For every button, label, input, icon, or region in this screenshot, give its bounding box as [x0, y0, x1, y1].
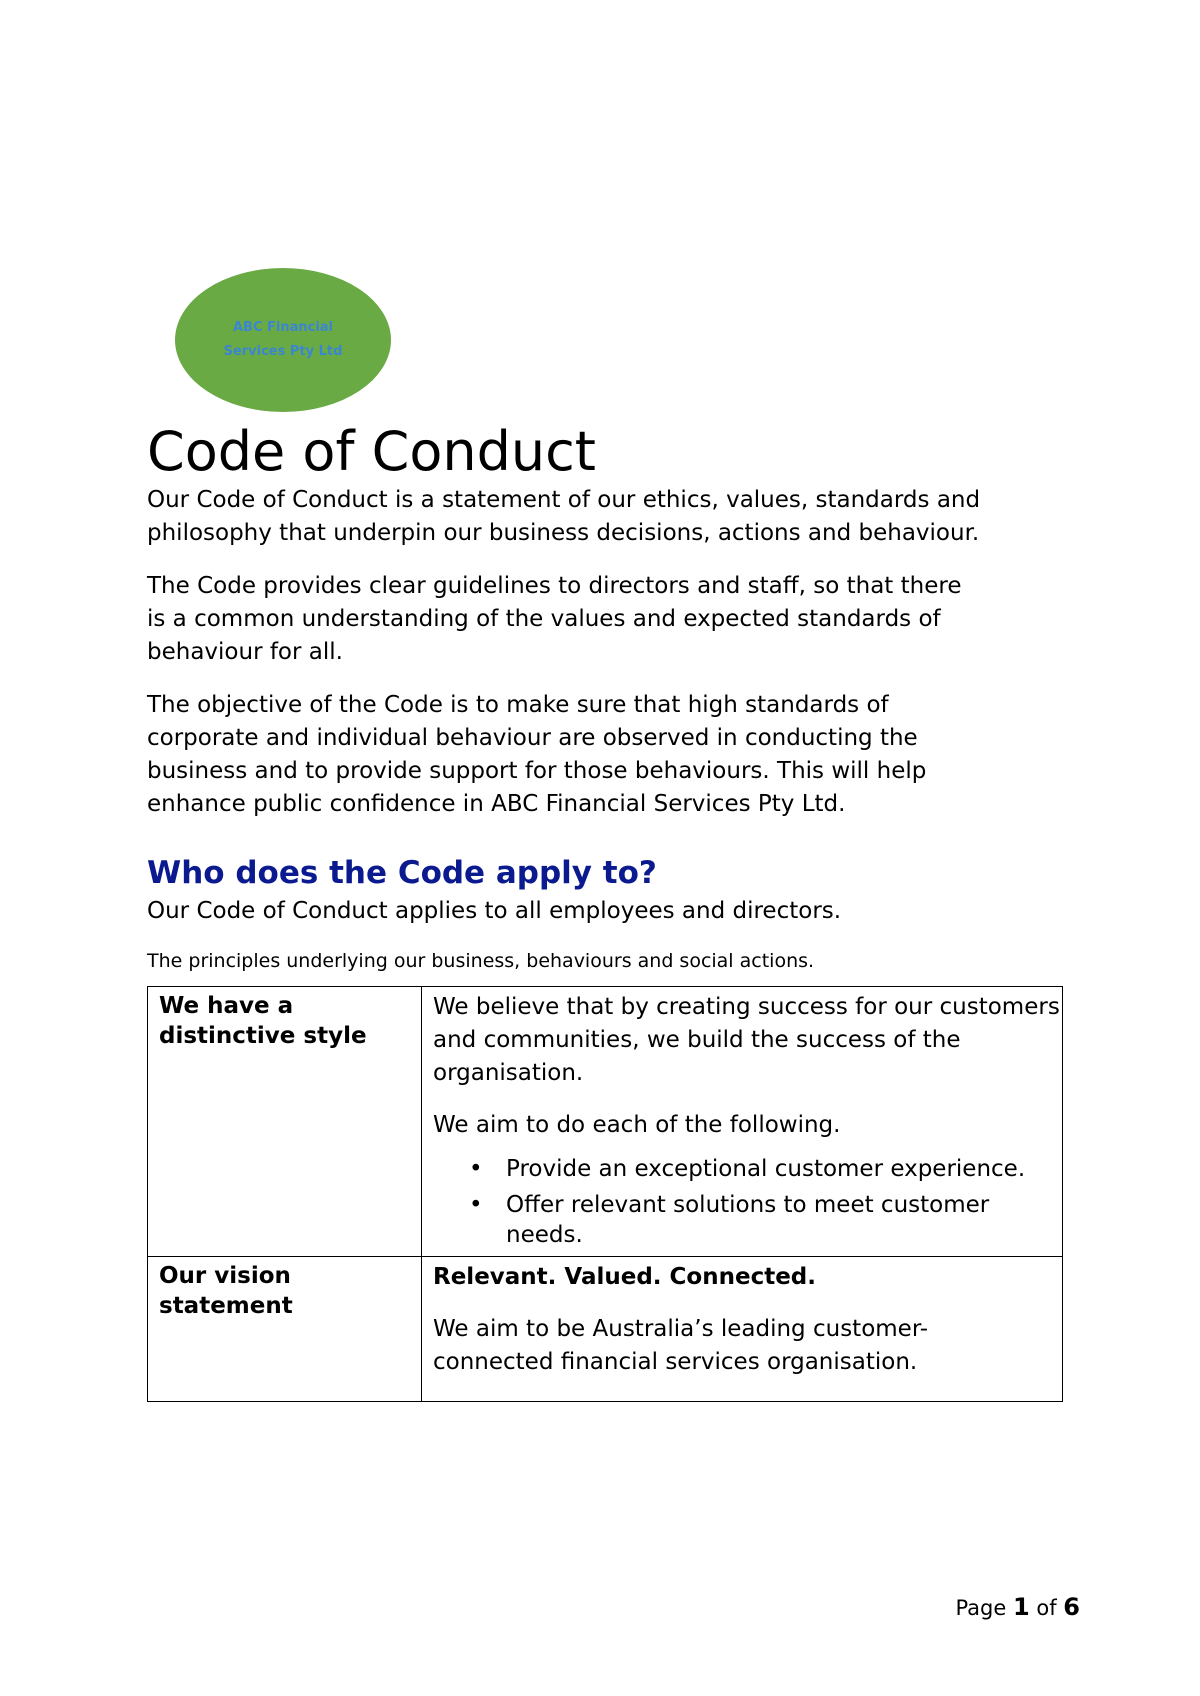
document-title: Code of Conduct [147, 420, 596, 483]
row-description [422, 1257, 1063, 1402]
of-word: of [1036, 1596, 1057, 1620]
bullet-icon: • [469, 1192, 483, 1218]
current-page: 1 [1012, 1593, 1030, 1621]
company-logo [175, 268, 391, 412]
principles-intro: The principles underlying our business, behaviours and social actions. [147, 950, 815, 972]
row-text: We aim to be Australia’s leading customer-connected financial services organisation. [433, 1316, 929, 1375]
total-pages: 6 [1063, 1593, 1080, 1621]
section-heading: Who does the Code apply to? [147, 855, 657, 891]
bullet-text: Provide an exceptional customer experience. [506, 1156, 1026, 1182]
row-text: We aim to do each of the following. [433, 1112, 841, 1138]
document-body [147, 420, 1067, 1402]
intro-paragraph-1: Our Code of Conduct is a statement of our ethics, values, standards and philosophy that underpin our business decisions, actions and behaviour. [147, 487, 981, 546]
list-item [469, 1154, 1062, 1184]
intro-paragraph-3: The objective of the Code is to make sure that high standards of corporate and individual behaviour are observed in conducting the business and to provide support for those behaviours. This will help enhance public confidence in ABC Financial Services Pty Ltd. [147, 692, 927, 817]
list-item [469, 1190, 1062, 1250]
page-word: Page [955, 1596, 1007, 1620]
table-row [148, 987, 1063, 1257]
bullet-list [433, 1154, 1062, 1250]
bullet-icon: • [469, 1156, 483, 1182]
row-text: We believe that by creating success for our customers and communities, we build the success of the organisation. [433, 994, 1060, 1086]
row-label: Our vision statement [148, 1257, 422, 1402]
bullet-text: Offer relevant solutions to meet customer needs. [506, 1192, 990, 1248]
applies-text: Our Code of Conduct applies to all employees and directors. [147, 898, 842, 924]
row-description [422, 987, 1063, 1257]
table-row [148, 1257, 1063, 1402]
intro-paragraph-2: The Code provides clear guidelines to directors and staff, so that there is a common understanding of the values and expected standards of behaviour for all. [147, 573, 962, 665]
logo-text: ABC Financial Services Pty Ltd [223, 320, 343, 359]
page-footer [955, 1592, 1080, 1623]
principles-table [147, 986, 1063, 1402]
row-label: We have a distinctive style [148, 987, 422, 1257]
row-text: Relevant. Valued. Connected. [433, 1264, 817, 1290]
